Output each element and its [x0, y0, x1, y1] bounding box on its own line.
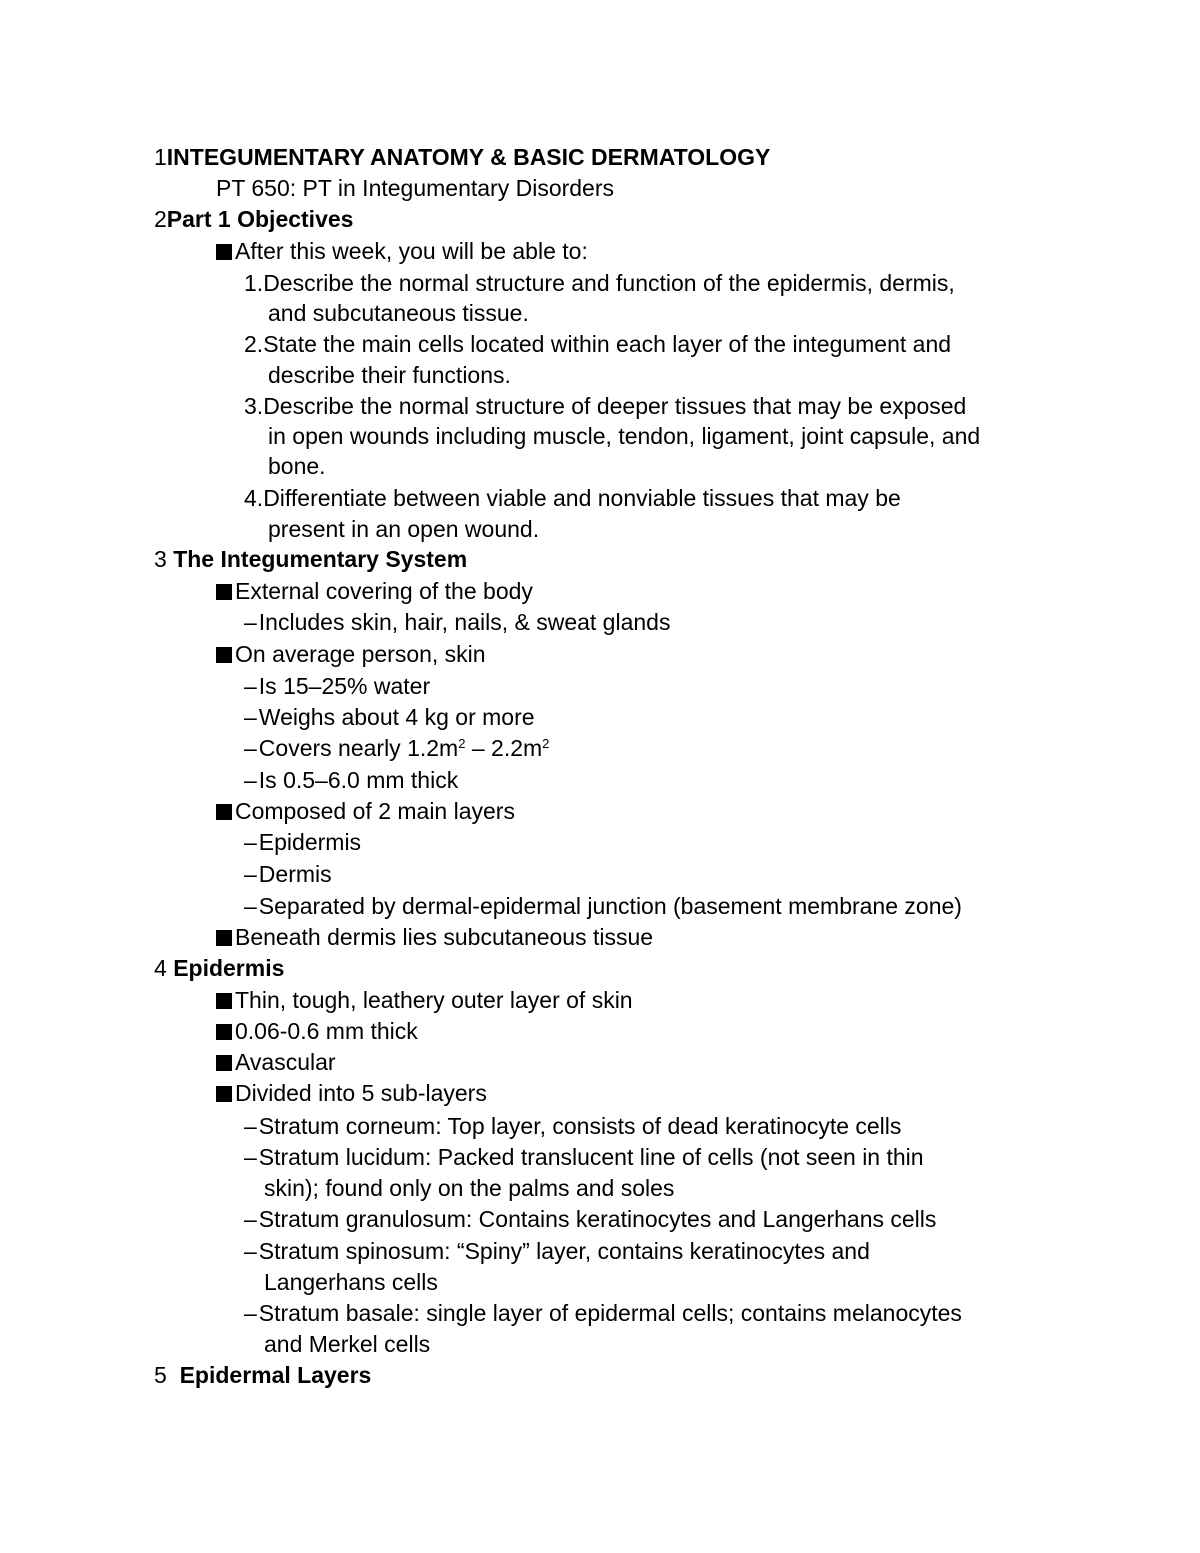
slide-title: Epidermal Layers [179, 1362, 372, 1388]
objective-continuation: describe their functions. [268, 362, 511, 388]
bullet-item: Composed of 2 main layers [216, 798, 515, 825]
sub-bullet-item: –Stratum spinosum: “Spiny” layer, contains keratinocytes and [244, 1238, 870, 1264]
sub-bullet-item: –Weighs about 4 kg or more [244, 704, 535, 730]
slide-4-heading [154, 955, 284, 982]
slide-2-heading [154, 206, 353, 233]
bullet-item: After this week, you will be able to: [216, 238, 588, 265]
bullet-item: External covering of the body [216, 578, 533, 605]
objective-item: 2.State the main cells located within each layer of the integument and [244, 331, 952, 357]
slide-title: Part 1 Objectives [166, 206, 354, 232]
slide-3-heading [154, 546, 467, 573]
square-bullet-icon [216, 244, 232, 260]
sub-bullet-item: –Epidermis [244, 829, 362, 855]
objective-continuation: and subcutaneous tissue. [268, 300, 529, 326]
objective-continuation: present in an open wound. [268, 516, 540, 542]
sub-bullet-item: –Stratum corneum: Top layer, consists of dead keratinocyte cells [244, 1113, 902, 1139]
bullet-item: Thin, tough, leathery outer layer of skin [216, 987, 633, 1014]
square-bullet-icon [216, 1086, 232, 1102]
square-bullet-icon [216, 930, 232, 946]
sub-bullet-item: –Separated by dermal-epidermal junction (basement membrane zone) [244, 893, 962, 919]
sub-bullet-continuation: skin); found only on the palms and soles [264, 1175, 675, 1201]
square-bullet-icon [216, 584, 232, 600]
objective-item: 4.Differentiate between viable and nonviable tissues that may be [244, 485, 901, 511]
sub-bullet-item: –Stratum lucidum: Packed translucent line of cells (not seen in thin [244, 1144, 924, 1170]
sub-bullet-item: –Stratum granulosum: Contains keratinocytes and Langerhans cells [244, 1206, 937, 1232]
objective-item: 3.Describe the normal structure of deeper tissues that may be exposed [244, 393, 967, 419]
square-bullet-icon [216, 647, 232, 663]
document-subtitle: PT 650: PT in Integumentary Disorders [216, 175, 615, 201]
bullet-item: 0.06-0.6 mm thick [216, 1018, 418, 1045]
slide-number: 2 [154, 206, 167, 232]
slide-number: 3 [154, 546, 167, 572]
slide-number: 4 [154, 955, 167, 981]
square-bullet-icon [216, 1055, 232, 1071]
slide-number: 5 [154, 1362, 167, 1388]
sub-bullet-item: –Is 0.5–6.0 mm thick [244, 767, 459, 793]
bullet-item: Divided into 5 sub-layers [216, 1080, 487, 1107]
sub-bullet-item: –Dermis [244, 861, 332, 887]
slide-title: Epidermis [173, 955, 285, 981]
slide-1-heading [154, 144, 770, 171]
sub-bullet-continuation: and Merkel cells [264, 1331, 431, 1357]
slide-title: The Integumentary System [173, 546, 468, 572]
square-bullet-icon [216, 993, 232, 1009]
bullet-item: Beneath dermis lies subcutaneous tissue [216, 924, 653, 951]
sub-bullet-continuation: Langerhans cells [264, 1269, 438, 1295]
document-title: INTEGUMENTARY ANATOMY & BASIC DERMATOLOGY [166, 144, 771, 170]
bullet-item: On average person, skin [216, 641, 486, 668]
square-bullet-icon [216, 1024, 232, 1040]
sub-bullet-item: –Includes skin, hair, nails, & sweat glands [244, 609, 671, 635]
objective-continuation: bone. [268, 453, 326, 479]
objective-item: 1.Describe the normal structure and function of the epidermis, dermis, [244, 270, 955, 296]
sub-bullet-item: –Is 15–25% water [244, 673, 431, 699]
sub-bullet-item: –Stratum basale: single layer of epidermal cells; contains melanocytes [244, 1300, 962, 1326]
objective-continuation: in open wounds including muscle, tendon, ligament, joint capsule, and [268, 423, 981, 449]
square-bullet-icon [216, 804, 232, 820]
sub-bullet-item: –Covers nearly $1.2m^2 - 2.2m^2$ [244, 735, 550, 761]
slide-5-heading [154, 1362, 371, 1389]
bullet-item: Avascular [216, 1049, 336, 1076]
slide-number: 1 [154, 144, 167, 170]
